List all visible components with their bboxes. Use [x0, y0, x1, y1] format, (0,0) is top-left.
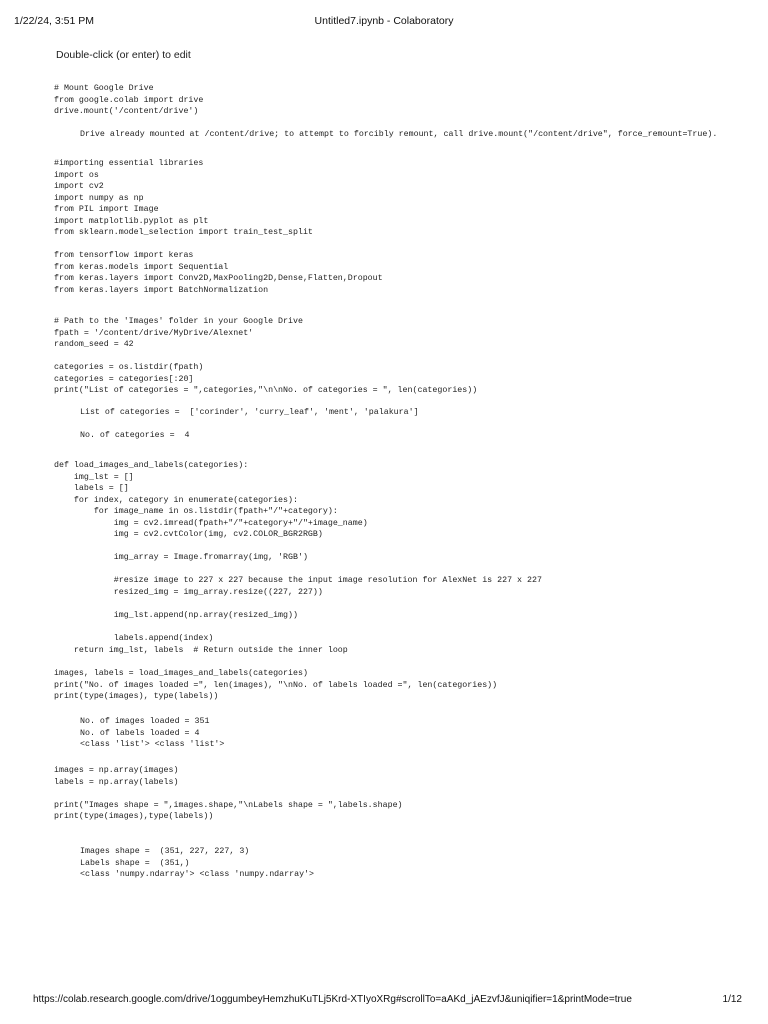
- code-cell-imports[interactable]: #importing essential libraries import os import cv2 import numpy as np from PIL import Image import matplotlib.pyplot as plt from sklearn.model_selection import train_test_split from tensorflow import keras from keras.models import Sequential from keras.layers import Conv2D,MaxPooling2D,Dense,Flatten,Dropout from keras.layers import BatchNormalization: [54, 159, 383, 296]
- code-cell-numpy-arrays[interactable]: images = np.array(images) labels = np.array(labels) print("Images shape = ",images.shape,"\nLabels shape = ",labels.shape) print(type(images),type(labels)): [54, 766, 403, 822]
- code-cell-load-function[interactable]: def load_images_and_labels(categories): img_lst = [] labels = [] for index, category in enumerate(categories): for image_name in os.listdir(fpath+"/"+category): img = cv2.imread(fpath+"/"+category+"/"+image_name) img = cv2.cvtColor(img, cv2.COLOR_BGR2RGB) img_array = Image.fromarray(img, 'RGB') #resize image to 227 x 227 because the input image resolution for AlexNet is 227 x 227 resized_img = img_array.resize((227, 227)) img_lst.append(np.array(resized_img)) labels.append(index) return img_lst, labels # Return outside the inner loop: [54, 461, 542, 655]
- code-cell-categories[interactable]: # Path to the 'Images' folder in your Google Drive fpath = '/content/drive/MyDrive/Alexnet' random_seed = 42 categories = os.listdir(fpath) categories = categories[:20] print("List of categories = ",categories,"\n\nNo. of categories = ", len(categories)): [54, 317, 478, 396]
- page-title: Untitled7.ipynb - Colaboratory: [314, 15, 454, 27]
- cell-output-shapes: Images shape = (351, 227, 227, 3) Labels shape = (351,) <class 'numpy.ndarray'> <class 'numpy.ndarray'>: [80, 847, 315, 880]
- cell-output-load-images: No. of images loaded = 351 No. of labels loaded = 4 <class 'list'> <class 'list'>: [80, 717, 225, 750]
- code-cell-load-images[interactable]: images, labels = load_images_and_labels(categories) print("No. of images loaded =", len(images), "\nNo. of labels loaded =", len(categories)) print(type(images), type(labels)): [54, 669, 498, 702]
- print-url: https://colab.research.google.com/drive/1oggumbeyHemzhuKuTLj5Krd-XTIyoXRg#scrollTo=aAKd_jAEzvfJ&uniqifier=1&printMode=true: [33, 994, 632, 1005]
- code-cell-mount-drive[interactable]: # Mount Google Drive from google.colab import drive drive.mount('/content/drive'): [54, 84, 204, 117]
- markdown-cell-placeholder[interactable]: Double-click (or enter) to edit: [56, 49, 191, 61]
- cell-output-categories: List of categories = ['corinder', 'curry_leaf', 'ment', 'palakura'] No. of categories = 4: [80, 408, 419, 441]
- print-datetime: 1/22/24, 3:51 PM: [14, 15, 94, 27]
- cell-output-mount-drive: Drive already mounted at /content/drive; to attempt to forcibly remount, call drive.mount("/content/drive", force_remount=True).: [80, 130, 718, 139]
- page-number: 1/12: [722, 994, 742, 1005]
